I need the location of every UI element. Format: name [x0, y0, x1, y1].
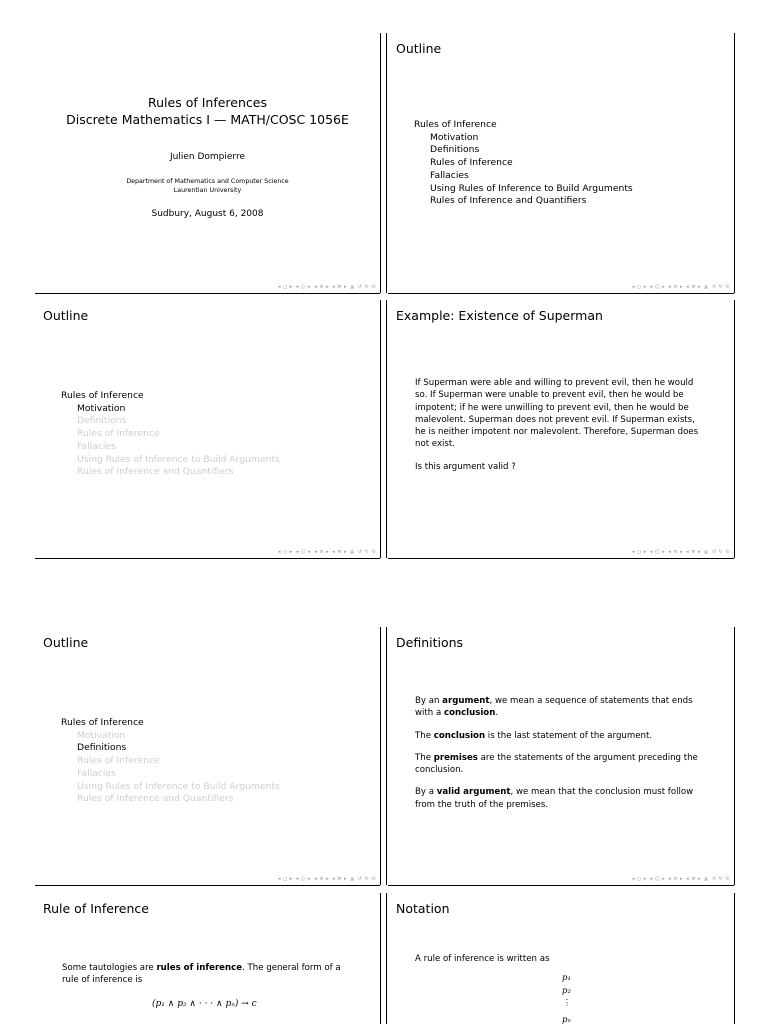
slide-outline-2 — [35, 300, 380, 558]
divider — [35, 885, 380, 886]
term-rules-of-inference: rules of inference — [156, 963, 243, 973]
search-nav-icon[interactable]: ≩ — [350, 549, 355, 555]
beamer-nav-icons[interactable] — [275, 284, 376, 290]
document-nav-icon[interactable]: ◂ ≣ ▸ — [686, 549, 702, 555]
department: Department of Mathematics and Computer Science — [126, 178, 289, 185]
divider — [380, 33, 381, 293]
outline-section[interactable]: Rules of Inference — [61, 717, 144, 728]
divider — [35, 558, 380, 559]
outline-item-quantifiers[interactable]: Rules of Inference and Quantifiers — [77, 466, 234, 478]
slide-title — [35, 33, 380, 293]
outline-list — [61, 390, 280, 479]
outline-list — [414, 119, 633, 208]
divider — [388, 558, 734, 559]
slide-definitions — [388, 627, 734, 885]
definition-premises: The premises are the statements of the argument preceding the conclusion. — [415, 752, 698, 776]
slide-outline-1 — [388, 33, 734, 293]
divider — [734, 627, 735, 885]
frame-nav-icon[interactable]: ◂ ◻ ▸ — [631, 876, 647, 882]
divider — [380, 893, 381, 1024]
superman-question: Is this argument valid ? — [415, 461, 516, 472]
back-forward-icon[interactable]: ↺ ↻ ⟲ — [711, 549, 730, 555]
outline-item-fallacies[interactable]: Fallacies — [77, 767, 116, 779]
frame-nav-icon[interactable]: ◂ ◻ ▸ — [277, 284, 293, 290]
frame-nav-icon[interactable]: ◂ ◻ ▸ — [631, 549, 647, 555]
divider — [386, 627, 387, 885]
document-nav-icon[interactable]: ◂ ≣ ▸ — [686, 876, 702, 882]
divider — [388, 885, 734, 886]
term-conclusion: conclusion — [443, 708, 496, 719]
place-date: Sudbury, August 6, 2008 — [151, 209, 264, 219]
slide-notation — [388, 893, 734, 1024]
term-argument: argument — [442, 696, 490, 706]
notation-vdots: ⋮ — [563, 998, 571, 1007]
section-nav-icon[interactable]: ◂ ≡ ▸ — [668, 876, 684, 882]
search-nav-icon[interactable]: ≩ — [704, 876, 709, 882]
notation-line-p2: p₂ — [562, 986, 571, 996]
frame-nav-icon[interactable]: ◂ ◻ ▸ — [277, 549, 293, 555]
outline-item-motivation[interactable]: Motivation — [77, 402, 126, 414]
search-nav-icon[interactable]: ≩ — [350, 284, 355, 290]
presentation-title: Rules of Inferences — [148, 95, 267, 110]
back-forward-icon[interactable]: ↺ ↻ ⟲ — [357, 549, 376, 555]
outline-item-rules[interactable]: Rules of Inference — [77, 428, 160, 440]
outline-item-arguments[interactable]: Using Rules of Inference to Build Arguments — [77, 780, 280, 792]
definition-argument: By an argument, we mean a sequence of statements that ends with a conclusion. — [415, 696, 693, 719]
outline-item-rules[interactable]: Rules of Inference — [77, 755, 160, 767]
divider — [388, 293, 734, 294]
divider — [386, 33, 387, 293]
divider — [734, 300, 735, 558]
beamer-nav-icons[interactable] — [629, 549, 730, 555]
subsection-nav-icon[interactable]: ◂ ◱ ▸ — [649, 549, 666, 555]
beamer-nav-icons[interactable] — [275, 876, 376, 882]
document-nav-icon[interactable]: ◂ ≣ ▸ — [332, 284, 348, 290]
outline-item-fallacies[interactable]: Fallacies — [77, 440, 116, 452]
university: Laurentian University — [173, 187, 242, 194]
section-nav-icon[interactable]: ◂ ≡ ▸ — [314, 549, 330, 555]
divider — [35, 293, 380, 294]
outline-item-arguments[interactable]: Using Rules of Inference to Build Arguments — [430, 182, 633, 194]
divider — [380, 627, 381, 885]
frame-nav-icon[interactable]: ◂ ◻ ▸ — [631, 284, 647, 290]
back-forward-icon[interactable]: ↺ ↻ ⟲ — [357, 876, 376, 882]
back-forward-icon[interactable]: ↺ ↻ ⟲ — [711, 876, 730, 882]
slide-superman — [388, 300, 734, 558]
search-nav-icon[interactable]: ≩ — [704, 549, 709, 555]
divider — [734, 33, 735, 293]
divider — [380, 300, 381, 558]
author: Julien Dompierre — [170, 152, 245, 162]
slide-title-text: Outline — [43, 308, 89, 323]
outline-item-motivation[interactable]: Motivation — [77, 729, 126, 741]
definition-conclusion: The conclusion is the last statement of the argument. — [415, 730, 653, 741]
term-premises: premises — [433, 752, 478, 763]
outline-item-definitions[interactable]: Definitions — [77, 742, 127, 754]
slide-title-text: Example: Existence of Superman — [396, 308, 603, 323]
back-forward-icon[interactable]: ↺ ↻ ⟲ — [357, 284, 376, 290]
outline-list — [61, 717, 280, 806]
superman-paragraph: If Superman were able and willing to prevent evil, then he would so. If Superman were unable to prevent evil, then he would be impotent; if he were unwilling to prevent evil, then he would be malevolent. Superman does not prevent evil. If Superman exists, he is neither impotent nor malevolent. Therefore, Superman does not exist. — [415, 378, 699, 450]
notation-text: A rule of inference is written as — [415, 954, 550, 964]
outline-item-fallacies[interactable]: Fallacies — [430, 169, 469, 181]
subsection-nav-icon[interactable]: ◂ ◱ ▸ — [649, 876, 666, 882]
slide-body — [415, 695, 701, 821]
frame-nav-icon[interactable]: ◂ ◻ ▸ — [277, 876, 293, 882]
subsection-nav-icon[interactable]: ◂ ◱ ▸ — [649, 284, 666, 290]
subsection-nav-icon[interactable]: ◂ ◱ ▸ — [295, 284, 312, 290]
outline-item-definitions[interactable]: Definitions — [430, 144, 480, 156]
rule-description: Some tautologies are rules of inference. The general form of a rule of inference is — [62, 963, 341, 986]
subsection-nav-icon[interactable]: ◂ ◱ ▸ — [295, 549, 312, 555]
search-nav-icon[interactable]: ≩ — [350, 876, 355, 882]
back-forward-icon[interactable]: ↺ ↻ ⟲ — [711, 284, 730, 290]
outline-item-quantifiers[interactable]: Rules of Inference and Quantifiers — [77, 793, 234, 805]
slide-outline-3 — [35, 627, 380, 885]
slide-title-text: Rule of Inference — [43, 901, 149, 916]
section-nav-icon[interactable]: ◂ ≡ ▸ — [314, 876, 330, 882]
slide-rule-of-inference — [35, 893, 380, 1024]
notation-line-p1: p₁ — [562, 973, 571, 983]
subsection-nav-icon[interactable]: ◂ ◱ ▸ — [295, 876, 312, 882]
term-valid-argument: valid argument — [436, 787, 511, 798]
outline-item-definitions[interactable]: Definitions — [77, 415, 127, 427]
section-nav-icon[interactable]: ◂ ≡ ▸ — [668, 549, 684, 555]
section-nav-icon[interactable]: ◂ ≡ ▸ — [314, 284, 330, 290]
divider — [386, 300, 387, 558]
rule-formula: (p₁ ∧ p₂ ∧ · · · ∧ pₙ) → c — [152, 999, 257, 1009]
slide-title-text: Outline — [396, 41, 442, 56]
outline-item-arguments[interactable]: Using Rules of Inference to Build Arguments — [77, 453, 280, 465]
slide-body — [62, 962, 352, 997]
slide-title-text: Notation — [396, 901, 450, 916]
divider — [734, 893, 735, 1024]
outline-section[interactable]: Rules of Inference — [414, 119, 497, 130]
beamer-nav-icons[interactable] — [629, 876, 730, 882]
outline-item-quantifiers[interactable]: Rules of Inference and Quantifiers — [430, 195, 587, 207]
document-nav-icon[interactable]: ◂ ≣ ▸ — [686, 284, 702, 290]
document-nav-icon[interactable]: ◂ ≣ ▸ — [332, 549, 348, 555]
search-nav-icon[interactable]: ≩ — [704, 284, 709, 290]
outline-item-motivation[interactable]: Motivation — [430, 131, 479, 143]
slide-title-text: Outline — [43, 635, 89, 650]
definition-valid-argument: By a valid argument, we mean that the conclusion must follow from the truth of the premises. — [415, 787, 694, 810]
beamer-nav-icons[interactable] — [275, 549, 376, 555]
slide-title-text: Definitions — [396, 635, 464, 650]
divider — [386, 893, 387, 1024]
section-nav-icon[interactable]: ◂ ≡ ▸ — [668, 284, 684, 290]
notation-line-pn: pₙ — [562, 1015, 571, 1024]
beamer-nav-icons[interactable] — [629, 284, 730, 290]
slide-body — [415, 377, 705, 483]
outline-section[interactable]: Rules of Inference — [61, 390, 144, 401]
term-conclusion: conclusion — [433, 730, 486, 741]
document-nav-icon[interactable]: ◂ ≣ ▸ — [332, 876, 348, 882]
presentation-subtitle: Discrete Mathematics I — MATH/COSC 1056E — [66, 112, 349, 127]
outline-item-rules[interactable]: Rules of Inference — [430, 157, 513, 169]
